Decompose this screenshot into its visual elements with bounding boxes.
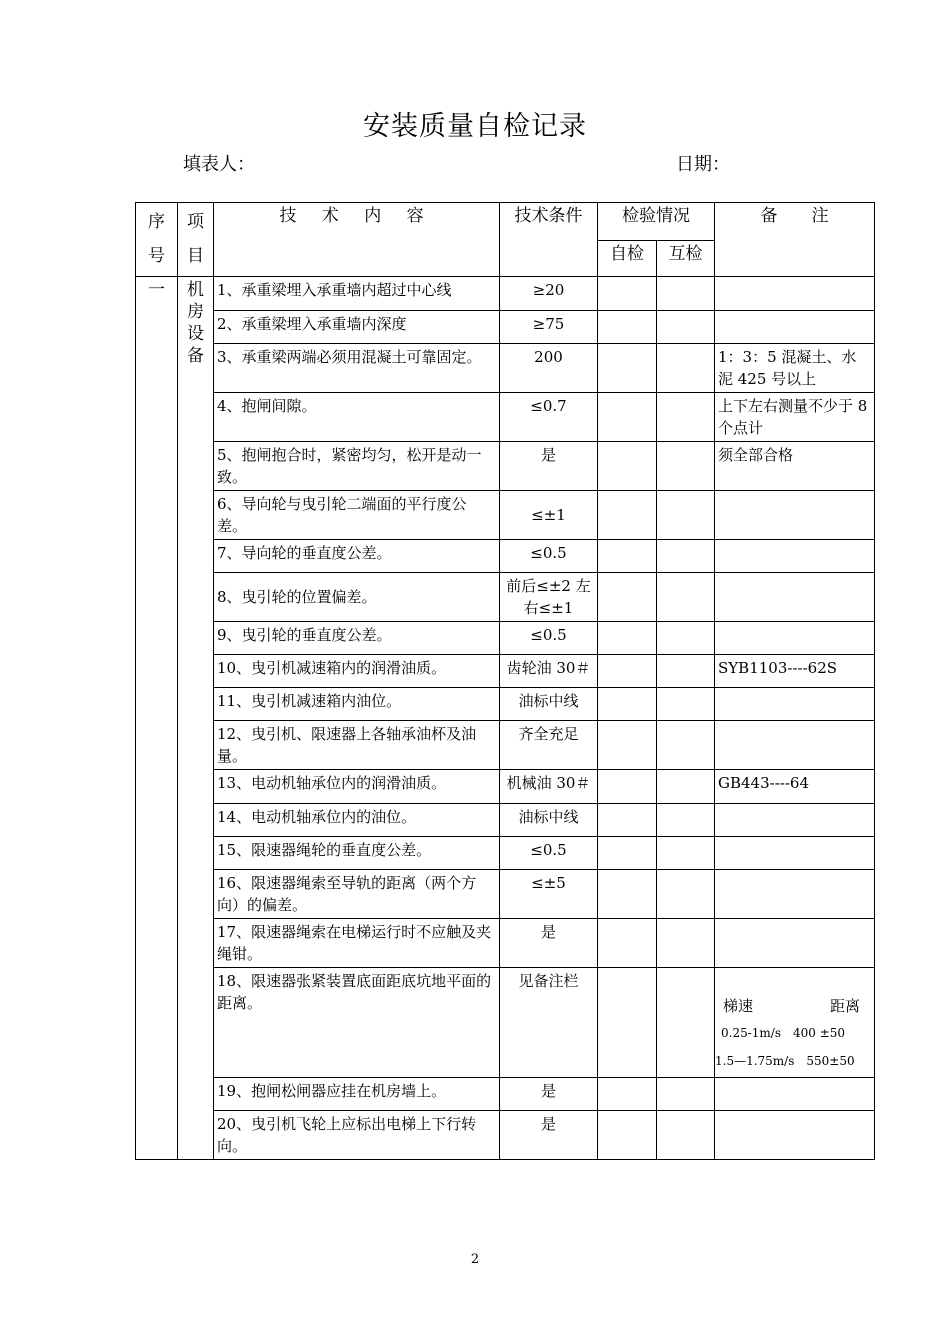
mutual-check-cell [657,968,715,1078]
tech-condition-cell: 是 [500,919,598,968]
mutual-check-cell [657,804,715,837]
self-check-cell [598,277,657,311]
table-row [136,540,875,573]
tech-content-cell: 17、限速器绳索在电梯运行时不应触及夹绳钳。 [214,919,500,968]
tech-content-cell: 2、承重梁埋入承重墙内深度 [214,311,500,344]
table-row [136,1111,875,1160]
mutual-check-cell [657,573,715,622]
mutual-check-cell [657,770,715,804]
self-check-cell [598,344,657,393]
self-check-cell [598,573,657,622]
remarks-cell [715,688,875,721]
remarks-cell [715,870,875,919]
table-row [136,344,875,393]
tech-content-cell: 15、限速器绳轮的垂直度公差。 [214,837,500,870]
tech-condition-cell: ≤0.7 [500,393,598,442]
self-check-cell [598,311,657,344]
mutual-check-cell [657,491,715,540]
remarks-cell [715,491,875,540]
table-row [136,442,875,491]
mutual-check-cell [657,655,715,688]
header-tech-condition: 技术条件 [500,203,598,277]
self-check-cell [598,655,657,688]
tech-content-cell: 11、曳引机减速箱内油位。 [214,688,500,721]
self-check-cell [598,968,657,1078]
mutual-check-cell [657,919,715,968]
remarks-cell [715,540,875,573]
tech-content-cell: 16、限速器绳索至导轨的距离（两个方向）的偏差。 [214,870,500,919]
mutual-check-cell [657,393,715,442]
tech-condition-cell: 油标中线 [500,804,598,837]
remarks-cell: GB443----64 [715,770,875,804]
tech-content-cell: 20、曳引机飞轮上应标出电梯上下行转向。 [214,1111,500,1160]
tech-content-cell: 10、曳引机减速箱内的润滑油质。 [214,655,500,688]
tech-content-cell: 3、承重梁两端必须用混凝土可靠固定。 [214,344,500,393]
tech-content-cell: 13、电动机轴承位内的润滑油质。 [214,770,500,804]
section-seq: 一 [136,277,178,1160]
self-check-cell [598,1078,657,1111]
header-inspection: 检验情况 [598,203,715,241]
mutual-check-cell [657,1078,715,1111]
tech-condition-cell: 机械油 30＃ [500,770,598,804]
page-number: 2 [470,1252,480,1267]
remarks-cell [715,837,875,870]
mutual-check-cell [657,1111,715,1160]
tech-content-cell: 7、导向轮的垂直度公差。 [214,540,500,573]
header-remarks: 备 注 [715,203,875,277]
mutual-check-cell [657,870,715,919]
self-check-cell [598,804,657,837]
speed-spec-line: 0.25-1m/s 400 ±50 [721,1026,846,1040]
mutual-check-cell [657,311,715,344]
table-row [136,721,875,770]
remarks-cell [715,622,875,655]
speed-spec-line: 1.5—1.75m/s 550±50 [715,1054,855,1068]
tech-content-cell: 6、导向轮与曳引轮二端面的平行度公差。 [214,491,500,540]
tech-condition-cell: 是 [500,1111,598,1160]
remarks-cell [715,1111,875,1160]
self-check-cell [598,837,657,870]
tech-content-cell: 18、限速器张紧装置底面距底坑地平面的距离。 [214,968,500,1078]
filler-label: 填表人： [183,154,255,175]
mutual-check-cell [657,277,715,311]
remarks-cell [715,277,875,311]
mutual-check-cell [657,721,715,770]
header-seq: 序 号 [136,203,178,277]
tech-condition-cell: ≥20 [500,277,598,311]
remarks-cell [715,573,875,622]
self-check-cell [598,393,657,442]
tech-condition-cell: 见备注栏 [500,968,598,1078]
tech-content-cell: 4、抱闸间隙。 [214,393,500,442]
table-row [136,870,875,919]
self-check-cell [598,491,657,540]
header-self-check: 自检 [598,241,657,277]
tech-condition-cell: ≤0.5 [500,837,598,870]
mutual-check-cell [657,622,715,655]
tech-condition-cell: ≤0.5 [500,540,598,573]
mutual-check-cell [657,344,715,393]
self-check-cell [598,870,657,919]
remarks-cell [715,721,875,770]
self-check-cell [598,442,657,491]
remarks-cell [715,804,875,837]
table-row [136,277,875,311]
table-row [136,622,875,655]
tech-condition-cell: ≥75 [500,311,598,344]
mutual-check-cell [657,688,715,721]
tech-condition-cell: 是 [500,1078,598,1111]
table-row [136,655,875,688]
mutual-check-cell [657,837,715,870]
remarks-cell [715,968,875,1078]
tech-condition-cell: 200 [500,344,598,393]
header-mutual-check: 互检 [657,241,715,277]
distance-heading: 距离 [829,997,860,1015]
self-check-cell [598,721,657,770]
table-row [136,919,875,968]
tech-content-cell: 14、电动机轴承位内的油位。 [214,804,500,837]
remarks-cell: 1：3：5 混凝土、水泥 425 号以上 [715,344,875,393]
remarks-cell [715,1078,875,1111]
table-row [136,573,875,622]
tech-content-cell: 8、曳引轮的位置偏差。 [214,573,500,622]
page-title: 安装质量自检记录 [363,111,587,142]
self-check-cell [598,540,657,573]
tech-condition-cell: 油标中线 [500,688,598,721]
tech-content-cell: 1、承重梁埋入承重墙内超过中心线 [214,277,500,311]
remarks-cell [715,919,875,968]
tech-condition-cell: 前后≤±2 左右≤±1 [500,573,598,622]
tech-content-cell: 5、抱闸抱合时，紧密均匀，松开是动一致。 [214,442,500,491]
remarks-cell: 上下左右测量不少于 8 个点计 [715,393,875,442]
self-check-cell [598,622,657,655]
table-row [136,837,875,870]
header-item: 项 目 [178,203,214,277]
tech-condition-cell: 齐全充足 [500,721,598,770]
table-row [136,491,875,540]
remarks-cell: 须全部合格 [715,442,875,491]
tech-condition-cell: ≤±5 [500,870,598,919]
tech-content-cell: 19、抱闸松闸器应挂在机房墙上。 [214,1078,500,1111]
self-check-cell [598,770,657,804]
speed-heading: 梯速 [723,997,754,1015]
inspection-table [135,202,875,1160]
table-row [136,804,875,837]
table-row [136,393,875,442]
tech-condition-cell: 是 [500,442,598,491]
self-check-cell [598,1111,657,1160]
tech-condition-cell: ≤±1 [500,491,598,540]
table-row [136,770,875,804]
table-row [136,688,875,721]
tech-content-cell: 9、曳引轮的垂直度公差。 [214,622,500,655]
table-row [136,311,875,344]
tech-content-cell: 12、曳引机、限速器上各轴承油杯及油量。 [214,721,500,770]
table-row [136,968,875,1078]
section-item: 机 房 设 备 [178,277,214,1160]
mutual-check-cell [657,540,715,573]
mutual-check-cell [657,442,715,491]
date-label: 日期： [676,154,730,175]
remarks-cell [715,311,875,344]
remarks-cell: SYB1103----62S [715,655,875,688]
tech-condition-cell: ≤0.5 [500,622,598,655]
table-row [136,1078,875,1111]
tech-condition-cell: 齿轮油 30＃ [500,655,598,688]
self-check-cell [598,919,657,968]
header-tech-content: 技 术 内 容 [214,203,500,277]
self-check-cell [598,688,657,721]
